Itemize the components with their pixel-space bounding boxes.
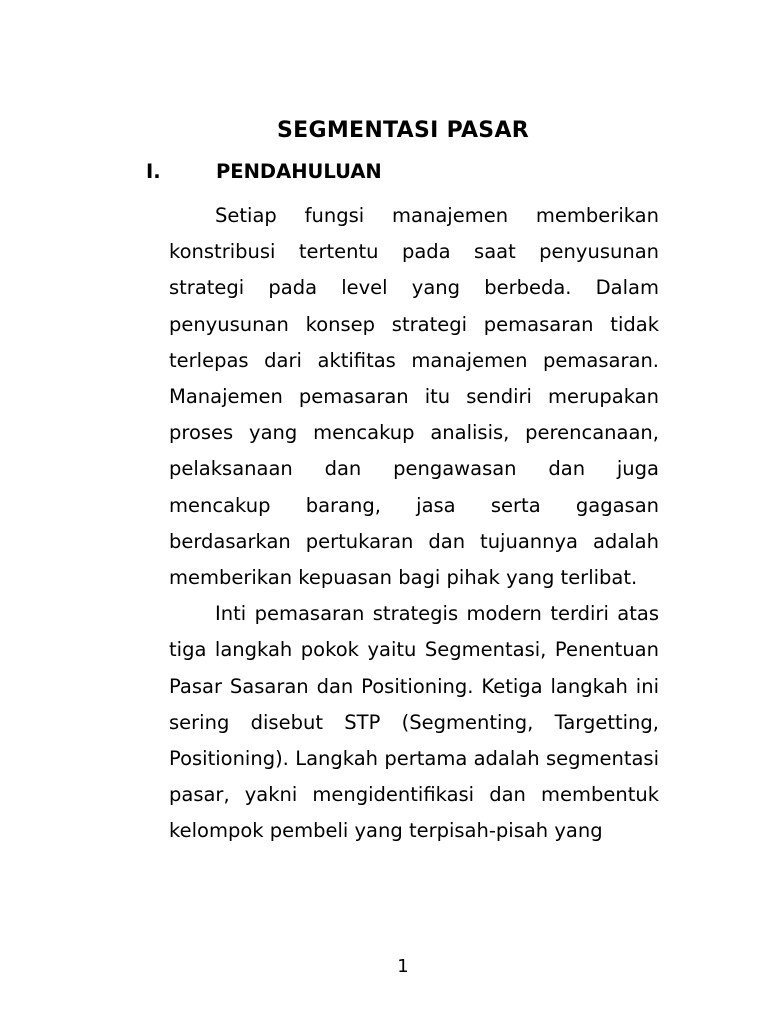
paragraph-2: Inti pemasaran strategis modern terdiri atas tiga langkah pokok yaitu Segmentasi, Penentuan Pasar Sasaran dan Positioning. Ketiga langkah ini sering disebut STP (Segmenting, Targetting, Positioning). Langkah pertama adalah segmentasi pasar, yakni mengidentifikasi dan membentuk kelompok pembeli yang terpisah-pisah yang — [169, 602, 659, 843]
document-title: SEGMENTASI PASAR — [276, 118, 530, 143]
page-number: 1 — [397, 956, 409, 977]
paragraph-1: Setiap fungsi manajemen memberikan konstribusi tertentu pada saat penyusunan strategi pada level yang berbeda. Dalam penyusunan konsep strategi pemasaran tidak terlepas dari aktifitas manajemen pemasaran. Manajemen pemasaran itu sendiri merupakan proses yang mencakup analisis, perencanaan, pelaksanaan dan pengawasan dan juga mencakup barang, jasa serta gagasan berdasarkan pertukaran dan tujuannya adalah memberikan kepuasan bagi pihak yang terlibat. — [169, 204, 659, 590]
section-number: I. — [146, 160, 161, 183]
section-title: PENDAHULUAN — [216, 160, 382, 183]
section-heading — [146, 160, 382, 183]
body-text — [169, 198, 659, 850]
